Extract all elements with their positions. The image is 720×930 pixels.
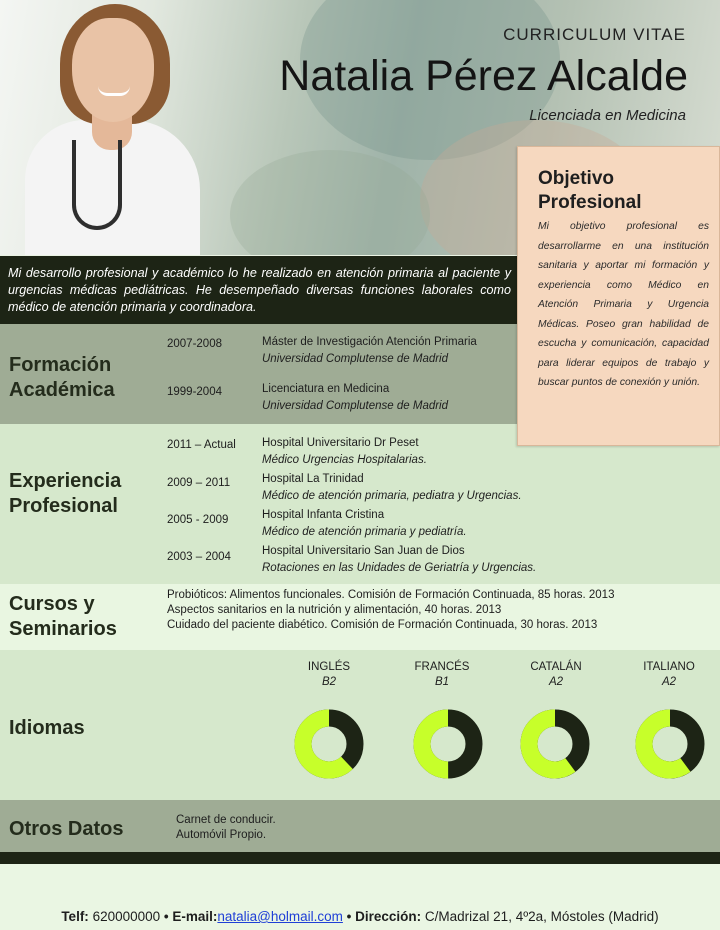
divider-bar [0, 852, 720, 864]
curso-item: Aspectos sanitarios en la nutrición y alimentación, 40 horas. 2013 [167, 604, 502, 616]
language-level-donut [413, 708, 483, 780]
objective-title: Objetivo Profesional [538, 168, 642, 213]
experiencia-date: 2003 – 2004 [167, 551, 231, 563]
address-value: C/Madrizal 21, 4º2a, Móstoles (Madrid) [421, 909, 659, 924]
section-experiencia [0, 424, 720, 584]
curso-item: Cuidado del paciente diabético. Comisión de Formación Continuada, 30 horas. 2013 [167, 619, 598, 631]
experiencia-title: Experiencia Profesional [9, 470, 122, 517]
experiencia-date: 2011 – Actual [167, 439, 236, 451]
experiencia-item: Hospital Universitario Dr Peset Médico Urgencias Hospitalarias. [262, 437, 427, 466]
formacion-item: Máster de Investigación Atención Primaria Universidad Complutense de Madrid [262, 336, 477, 365]
language-level-donut [635, 708, 705, 780]
formacion-date: 1999-2004 [167, 386, 222, 398]
formacion-title: Formación Académica [9, 354, 115, 401]
email-link[interactable]: natalia@holmail.com [217, 909, 343, 924]
language-label: CATALÁN A2 [530, 661, 582, 688]
intro-summary: Mi desarrollo profesional y académico lo he realizado en atención primaria al paciente y urgencias médicas pediátricas. He desempeñado diversas funciones laborales como médico de atención primaria y coordinadora. [0, 256, 517, 324]
address-label: • Dirección: [342, 909, 422, 924]
candidate-degree: Licenciada en Medicina [529, 107, 686, 124]
experiencia-item: Hospital Infanta Cristina Médico de atención primaria y pediatría. [262, 509, 467, 538]
formacion-item: Licenciatura en Medicina Universidad Complutense de Madrid [262, 383, 449, 412]
otros-item: Automóvil Propio. [176, 829, 267, 841]
language-label: FRANCÉS B1 [414, 661, 470, 688]
experiencia-item: Hospital Universitario San Juan de Dios Rotaciones en las Unidades de Geriatría y Urgencias. [262, 545, 537, 574]
formacion-date: 2007-2008 [167, 338, 222, 350]
language-label: ITALIANO A2 [643, 661, 695, 688]
otros-item: Carnet de conducir. [176, 814, 276, 826]
language-label: INGLÉS B2 [307, 661, 351, 688]
curso-item: Probióticos: Alimentos funcionales. Comisión de Formación Continuada, 85 horas. 2013 [167, 589, 615, 601]
experiencia-item: Hospital La Trinidad Médico de atención primaria, pediatra y Urgencias. [262, 473, 522, 502]
language-level-donut [520, 708, 590, 780]
objective-box [517, 146, 720, 446]
section-cursos [0, 584, 720, 650]
language-level-donut [294, 708, 364, 780]
tel-label: Telf: [61, 909, 89, 924]
otros-list [176, 813, 276, 843]
email-label: • E-mail: [160, 909, 218, 924]
cursos-list [167, 588, 614, 633]
experiencia-date: 2005 - 2009 [167, 514, 229, 526]
cursos-title: Cursos y Seminarios [9, 593, 117, 640]
idiomas-title: Idiomas [9, 717, 85, 739]
profile-photo [0, 0, 245, 255]
section-otros [0, 800, 720, 852]
candidate-name: Natalia Pérez Alcalde [279, 52, 688, 100]
experiencia-date: 2009 – 2011 [167, 477, 231, 489]
tel-value: 620000000 [88, 909, 161, 924]
footer-contact [0, 864, 720, 930]
otros-title: Otros Datos [9, 818, 124, 840]
cv-label: CURRICULUM VITAE [503, 25, 686, 44]
section-idiomas [0, 650, 720, 800]
objective-text: Mi objetivo profesional es desarrollarme en una institución sanitaria y aportar mi formación y experiencia como Médico en Atención Primaria y Urgencia Médicas. Poseo gran habilidad de escucha y comunicación, capacidad para liderar equipos de trabajo y buscar puntos de conexión y unión. [538, 221, 709, 388]
